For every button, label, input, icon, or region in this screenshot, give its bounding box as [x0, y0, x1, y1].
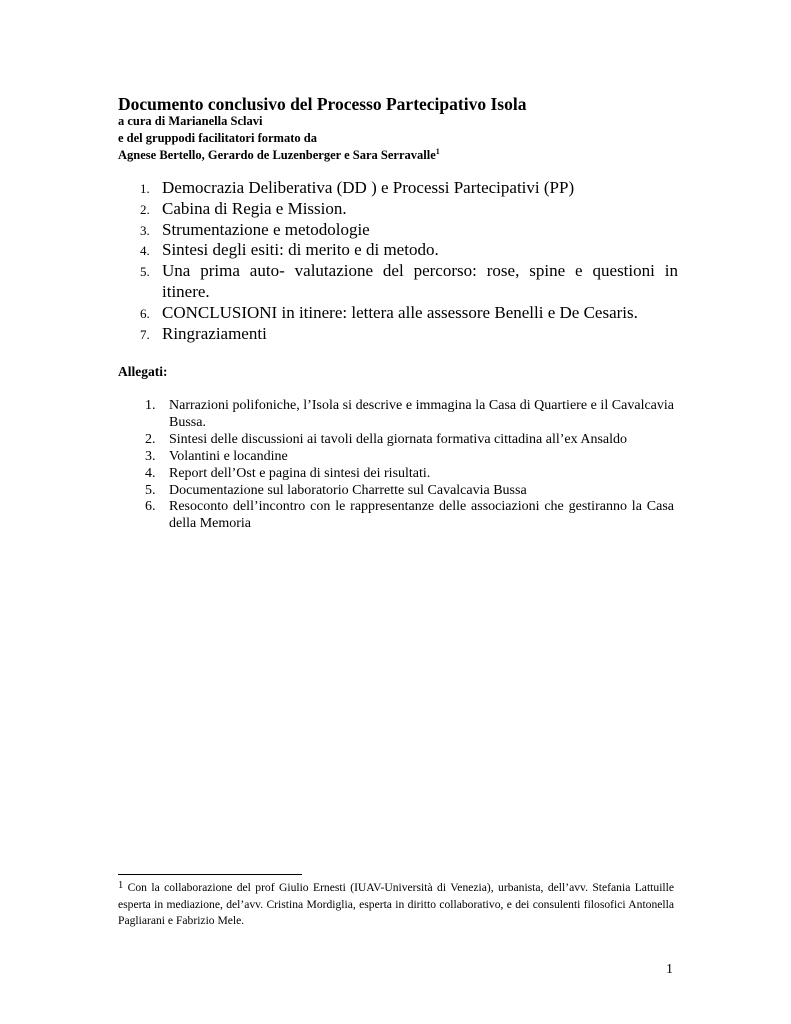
- subtitle-authors-line: [118, 148, 440, 162]
- allegati-item-text: Narrazioni polifoniche, l’Isola si descrive e immagina la Casa di Quartiere e il Cavalcavia Bussa.: [169, 398, 674, 430]
- allegati-item-number: 3.: [145, 448, 156, 464]
- allegati-item: [118, 483, 674, 500]
- footnote-marker: 1: [118, 880, 124, 891]
- allegati-item-text: Documentazione sul laboratorio Charrette sul Cavalcavia Bussa: [169, 482, 527, 498]
- allegati-item-number: 1.: [145, 398, 156, 413]
- toc-item-text: Sintesi degli esiti: di merito e di metodo.: [162, 240, 439, 260]
- toc-item-number: 1.: [140, 181, 150, 196]
- toc-item-number: 3.: [140, 222, 150, 238]
- toc-item: [118, 240, 678, 261]
- toc-item: [118, 324, 678, 345]
- toc-item: [118, 220, 678, 241]
- subtitle-facilitators-line: e del gruppodi facilitatori formato da: [118, 131, 317, 145]
- allegati-item: [118, 449, 674, 466]
- allegati-item-number: 4.: [145, 465, 156, 481]
- toc-item-text: Strumentazione e metodologie: [162, 219, 370, 239]
- allegati-item: [118, 499, 674, 533]
- footnote-reference[interactable]: 1: [435, 147, 440, 156]
- allegati-list: [118, 398, 674, 533]
- toc-item: [118, 261, 678, 303]
- allegati-item-text: Volantini e locandine: [169, 448, 288, 464]
- allegati-item-number: 2.: [145, 431, 156, 447]
- toc-item-number: 7.: [140, 326, 150, 342]
- toc-item: [118, 303, 678, 324]
- allegati-item: [118, 466, 674, 483]
- allegati-item-number: 6.: [145, 499, 156, 515]
- toc-item: [118, 178, 678, 199]
- allegati-item-text: Resoconto dell’incontro con le rappresentanze delle associazioni che gestiranno la Casa della Memoria: [169, 499, 674, 532]
- toc-item-text: Democrazia Deliberativa (DD ) e Processi Partecipativi (PP): [162, 178, 575, 197]
- toc-item-number: 2.: [140, 201, 150, 217]
- toc-item: [118, 199, 678, 220]
- document-title: Documento conclusivo del Processo Partecipativo Isola: [118, 94, 527, 114]
- footnote: [118, 880, 674, 930]
- toc-item-text: Una prima auto- valutazione del percorso: rose, spine e questioni in: [162, 261, 678, 281]
- footnote-text: Con la collaborazione del prof Giulio Ernesti (IUAV-Università di Venezia), urbanista, dell’avv. Stefania Lattuille esperta in mediazione, del’avv. Cristina Mordiglia, esperta in diritto collaborativo, e dei consulenti filosofici Antonella Pagliarani e Fabrizio Mele.: [118, 881, 674, 928]
- toc-item-text: CONCLUSIONI in itinere: lettera alle assessore Benelli e De Cesaris.: [162, 302, 638, 322]
- allegati-item: [118, 432, 674, 449]
- allegati-item-text: Report dell’Ost e pagina di sintesi dei risultati.: [169, 465, 431, 481]
- toc-item-number: 4.: [140, 243, 150, 259]
- allegati-item-text: Sintesi delle discussioni ai tavoli della giornata formativa cittadina all’ex Ansaldo: [169, 431, 627, 447]
- allegati-heading: Allegati:: [118, 364, 168, 379]
- allegati-item: [118, 398, 674, 432]
- page-number: 1: [666, 962, 673, 977]
- subtitle-editor-line: a cura di Marianella Sclavi: [118, 114, 263, 128]
- toc-item-text: Ringraziamenti: [162, 323, 267, 343]
- toc-item-number: 5.: [140, 264, 150, 280]
- allegati-item-number: 5.: [145, 482, 156, 498]
- toc-item-text-continuation: itinere.: [162, 281, 210, 301]
- toc-item-text: Cabina di Regia e Mission.: [162, 198, 347, 218]
- footnote-separator: [118, 874, 302, 875]
- table-of-contents: [118, 178, 678, 344]
- subtitle-authors-text: Agnese Bertello, Gerardo de Luzenberger e Sara Serravalle: [118, 148, 436, 162]
- toc-item-number: 6.: [140, 305, 150, 321]
